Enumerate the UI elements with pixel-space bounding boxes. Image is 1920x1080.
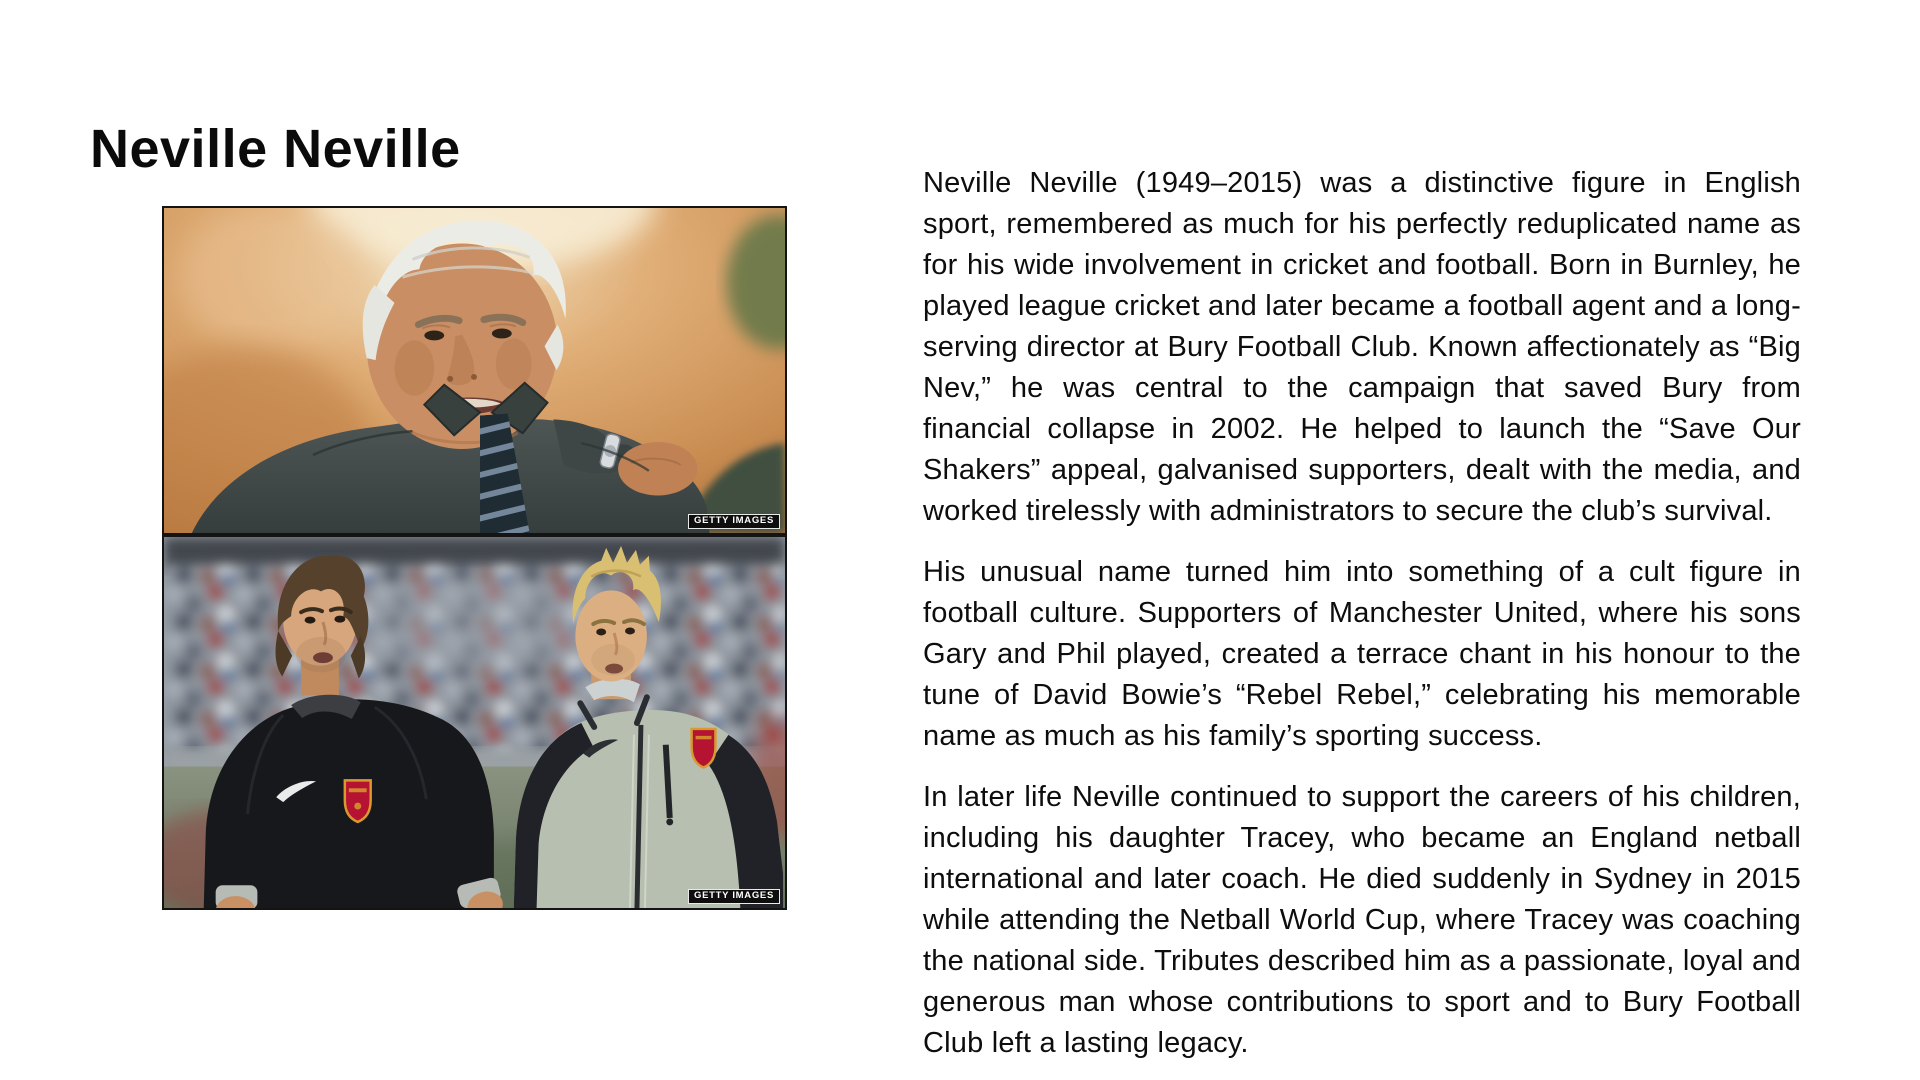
paragraph-bury: Neville Neville (1949–2015) was a distinctive figure in English sport, remembered as much for his perfectly reduplicated name as for his wide involvement in cricket and football. Born in Burnley, he played league cricket and later became a football agent and a long-serving director at Bury Football Club. Known affectionately as “Big Nev,” he was central to the campaign that saved Bury from financial collapse in 2002. He helped to launch the “Save Our Shakers” appeal, galvanised supporters, dealt with the media, and worked tirelessly with administrators to secure the club’s survival. [923,167,1801,527]
getty-watermark: GETTY IMAGES [688,514,780,529]
portrait-photo-illustration [164,208,785,533]
portrait-photo [162,206,787,535]
article-body [923,163,1801,1064]
page-title: Neville Neville [90,119,461,180]
club-crest [345,780,371,822]
chest-zip-pocket [666,745,670,818]
club-crest [692,729,716,768]
paragraph-cult-figure: His unusual name turned him into something of a cult figure in football culture. Supporters of Manchester United, where his sons Gary and Phil played, created a terrace chant in his honour to the tune of David Bowie’s “Rebel Rebel,” celebrating his memorable name as much as his family’s sporting success. [923,556,1801,752]
getty-watermark: GETTY IMAGES [688,889,780,904]
players-photo [162,535,787,910]
players-photo-illustration [164,537,785,908]
paragraph-later-life: In later life Neville continued to support the careers of his children, including his daughter Tracey, who became an England netball international and later coach. He died suddenly in Sydney in 2015 while attending the Netball World Cup, where Tracey was coaching the national side. Tributes described him as a passionate, loyal and generous man whose contributions to sport and to Bury Football Club left a lasting legacy. [923,781,1801,1059]
photo-column [162,206,787,910]
